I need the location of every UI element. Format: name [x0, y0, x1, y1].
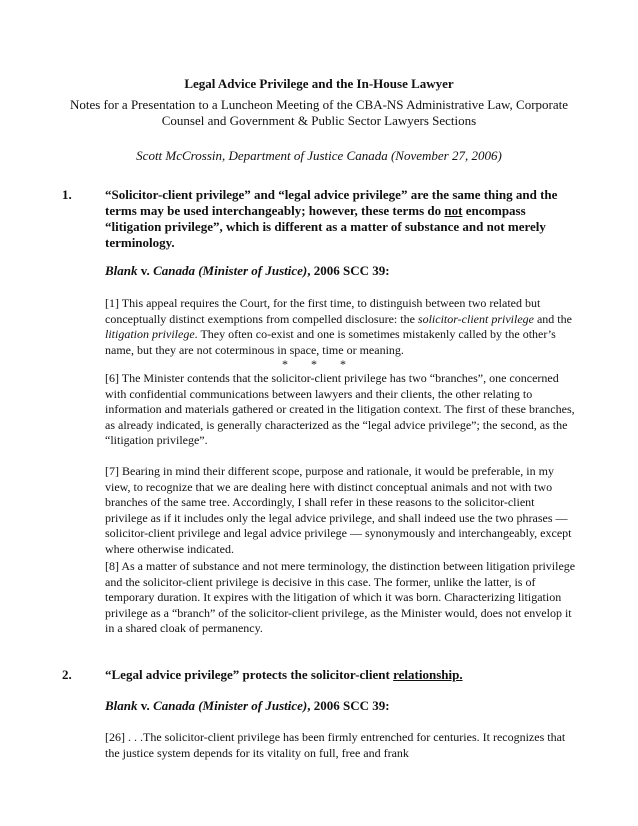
section-separator-stars: * * *: [282, 357, 356, 371]
document-title: Legal Advice Privilege and the In-House Lawyer: [184, 76, 454, 91]
citation-v: v.: [137, 263, 154, 278]
citation-party: Canada (Minister of Justice): [153, 263, 308, 278]
document-subtitle: Notes for a Presentation to a Luncheon Meeting of the CBA-NS Administrative Law, Corporate Counsel and Government & Public Sector Lawyers Sections: [69, 97, 569, 128]
citation-case: Blank: [105, 698, 138, 713]
section-1-heading-underlined: not: [444, 203, 463, 218]
citation-case: Blank: [105, 263, 138, 278]
quote-paragraph-26: [26] . . .The solicitor-client privilege has been firmly entrenched for centuries. It recognizes that the justice system depends for its vitality on full, free and frank: [105, 730, 566, 760]
citation-v: v.: [137, 698, 154, 713]
section-1-number: 1.: [62, 187, 72, 202]
section-2-heading-text: “Legal advice privilege” protects the solicitor-client: [105, 667, 394, 682]
citation-ref: , 2006 SCC 39:: [307, 263, 390, 278]
document-byline: Scott McCrossin, Department of Justice Canada (November 27, 2006): [136, 148, 502, 163]
quote-paragraph-1: [105, 296, 577, 358]
quote-paragraph-8: [8] As a matter of substance and not mere terminology, the distinction between litigation privilege and the solicitor-client privilege is decisive in this case. The former, unlike the latter, is of temporary duration. It expires with the litigation of which it was born. Characterizing litigation privilege as a “branch” of the solicitor-client privilege, as the Minister would, does not envelop it in a shared cloak of permanency.: [105, 559, 576, 635]
para1-text-a: [1] This appeal requires the Court, for the first time, to distinguish between two related but conceptually distinct exemptions from compelled disclosure: the: [105, 296, 541, 326]
para1-italic-2: litigation privilege: [105, 327, 195, 341]
section-1-heading-text-end: encompass “litigation privilege”, which is different as a matter of substance and not merely terminology.: [105, 203, 546, 250]
quote-paragraph-6: [6] The Minister contends that the solicitor-client privilege has two “branches”, one concerned with confidential communications between lawyers and their clients, the other relating to information and materials gathered or created in the litigation context. The first of these branches, as already indicated, is generally characterized as the “legal advice privilege”; the second, as the “litigation privilege”.: [105, 371, 575, 447]
section-1-citation: [105, 263, 575, 279]
section-2-citation: [105, 698, 575, 714]
citation-ref: , 2006 SCC 39:: [307, 698, 390, 713]
section-2-number: 2.: [62, 667, 72, 682]
para1-italic-1: solicitor-client privilege: [417, 311, 534, 326]
section-2-heading-underlined: relationship.: [393, 667, 463, 682]
citation-party: Canada (Minister of Justice): [153, 698, 308, 713]
section-2-heading: [105, 667, 575, 683]
para1-text-c: . They often co-exist and one is sometimes mistakenly called by the other’s name, but they are not coterminous in space, time or meaning.: [105, 327, 556, 357]
para1-text-b: and the: [533, 311, 572, 326]
quote-paragraph-7: [7] Bearing in mind their different scope, purpose and rationale, it would be preferable, in my view, to recognize that we are dealing here with distinct conceptual animals and not with two branches of the same tree. Accordingly, I shall refer in these reasons to the solicitor-client privilege as if it includes only the legal advice privilege, and shall indeed use the two phrases — solicitor-client privilege and legal advice privilege — synonymously and interchangeably, except where otherwise indicated.: [105, 464, 572, 556]
section-1-heading-text: “Solicitor-client privilege” and “legal advice privilege” are the same thing and the terms may be used interchangeably; however, these terms do: [105, 187, 558, 218]
section-1-heading: [105, 187, 575, 251]
